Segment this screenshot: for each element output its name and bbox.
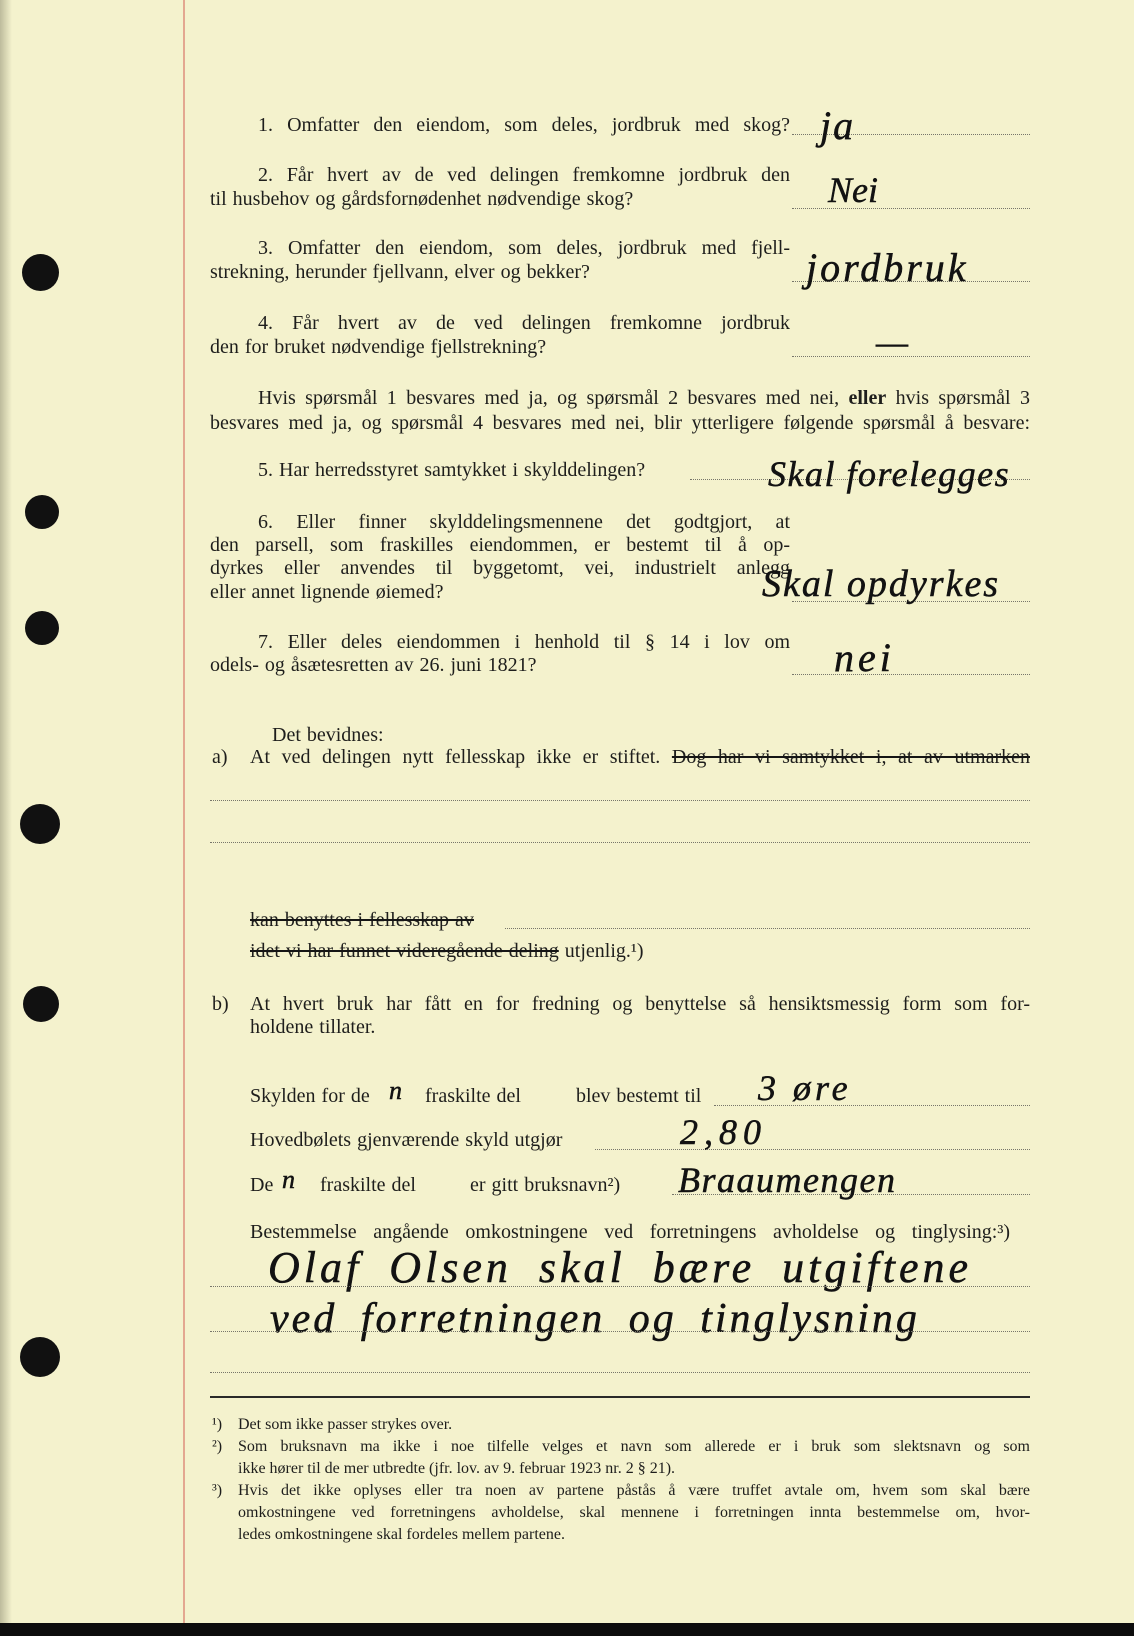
answer-1-handwritten: ja bbox=[820, 103, 856, 148]
item-a-label: a) bbox=[212, 746, 228, 768]
condition-line-2: besvares med ja, og spørsmål 4 besvares med nei, blir ytterligere følgende spørsmål å besvare: bbox=[210, 412, 1030, 434]
main-property-value-handwritten: 2,80 bbox=[680, 1112, 767, 1152]
punch-hole bbox=[25, 495, 59, 529]
share-label-handwritten-letter: n bbox=[389, 1076, 402, 1105]
share-label-mid: fraskilte del bbox=[425, 1085, 521, 1107]
answer-3-handwritten: jordbruk bbox=[806, 245, 969, 290]
scan-edge-shadow bbox=[0, 0, 12, 1623]
punch-hole bbox=[23, 986, 59, 1022]
item-a-text: At ved delingen nytt fellesskap ikke er stiftet. bbox=[250, 746, 661, 768]
answer-2-handwritten: Nei bbox=[828, 170, 878, 210]
question-4-line-1: 4. Får hvert av de ved delingen fremkomne jordbruk bbox=[258, 312, 790, 334]
item-a-line bbox=[250, 745, 1030, 769]
share-label-prefix: Skylden for de bbox=[250, 1085, 370, 1107]
question-7-line-1: 7. Eller deles eiendommen i henhold til § 14 i lov om bbox=[258, 631, 790, 653]
share-value-handwritten: 3 øre bbox=[758, 1068, 852, 1108]
footnote-2-line-2: ikke hører til de mer utbredte (jfr. lov. av 9. februar 1923 nr. 2 § 21). bbox=[238, 1460, 676, 1477]
main-property-label: Hovedbølets gjenværende skyld utgjør bbox=[250, 1129, 563, 1151]
footnote-2-line-1: Som bruksnavn ma ikke i noe tilfelle velges et navn som allerede er i bruk som slektsnavn og som bbox=[238, 1438, 1030, 1455]
footnote-3-line-1: Hvis det ikke oplyses eller tra noen av partene påstås å være truffet avtale om, hvem som skal bære bbox=[238, 1482, 1030, 1499]
footnote-1-mark: ¹) bbox=[212, 1416, 223, 1433]
item-a-closing-line bbox=[250, 939, 644, 963]
footnote-separator-rule bbox=[210, 1396, 1030, 1398]
farm-name-label-prefix: De bbox=[250, 1174, 274, 1196]
costs-dotted-line bbox=[210, 1372, 1030, 1373]
question-6-line-2: den parsell, som fraskilles eiendommen, er bestemt til å op- bbox=[210, 534, 790, 556]
condition-line-1 bbox=[258, 386, 1030, 410]
farm-name-label-suffix: er gitt bruksnavn²) bbox=[470, 1174, 621, 1196]
answer-6-handwritten: Skal opdyrkes bbox=[762, 563, 1001, 605]
blank-dotted-line bbox=[505, 928, 1030, 929]
footnote-2-mark: ²) bbox=[212, 1438, 223, 1455]
question-6-line-3: dyrkes eller anvendes til byggetomt, vei, industrielt anlegg bbox=[210, 557, 790, 579]
item-a-struck-text: Dog har vi samtykket i, at av utmarken bbox=[671, 746, 1030, 768]
costs-dotted-line bbox=[210, 1286, 1030, 1287]
question-6-line-4: eller annet lignende øiemed? bbox=[210, 581, 444, 603]
condition-text: Hvis spørsmål 1 besvares med ja, og spørsmål 2 besvares med nei, bbox=[258, 387, 849, 409]
main-property-dotted-line bbox=[595, 1149, 1030, 1150]
costs-dotted-line bbox=[210, 1331, 1030, 1332]
question-3-line-2: strekning, herunder fjellvann, elver og bekker? bbox=[210, 261, 590, 283]
blank-dotted-line bbox=[210, 800, 1030, 801]
footnote-3-line-2: omkostningene ved forretningens avholdelse, skal mennene i forretningen innta bestemmelse om, hvor- bbox=[238, 1504, 1030, 1521]
question-3-line-1: 3. Omfatter den eiendom, som deles, jordbruk med fjell- bbox=[258, 237, 790, 259]
attestation-heading: Det bevidnes: bbox=[272, 724, 384, 746]
punch-hole bbox=[22, 254, 59, 291]
farm-name-value-handwritten: Braaumengen bbox=[678, 1160, 897, 1200]
costs-value-line-2-handwritten: ved forretningen og tinglysning bbox=[270, 1296, 920, 1342]
answer-4-dotted-line bbox=[792, 356, 1030, 357]
question-4-line-2: den for bruket nødvendige fjellstrekning? bbox=[210, 336, 547, 358]
costs-value-line-1-handwritten: Olaf Olsen skal bære utgiftene bbox=[268, 1243, 973, 1292]
punch-hole bbox=[20, 1337, 60, 1377]
condition-bold-word: eller bbox=[848, 387, 887, 409]
punch-hole bbox=[25, 611, 59, 645]
footnote-3-mark: ³) bbox=[212, 1482, 223, 1499]
scan-bottom-edge bbox=[0, 1623, 1134, 1636]
struck-line-shared-use: kan benyttes i fellesskap av bbox=[250, 909, 474, 931]
answer-7-dotted-line bbox=[792, 674, 1030, 675]
farm-name-handwritten-letter: n bbox=[282, 1165, 295, 1194]
question-5-line-1: 5. Har herredsstyret samtykket i skylddelingen? bbox=[258, 459, 646, 481]
item-b-label: b) bbox=[212, 993, 229, 1015]
question-2-line-1: 2. Får hvert av de ved delingen fremkomne jordbruk den bbox=[258, 164, 790, 186]
question-1-line-1: 1. Omfatter den eiendom, som deles, jordbruk med skog? bbox=[258, 114, 790, 136]
item-a-closing-struck-text: idet vi har funnet videregående deling bbox=[250, 940, 559, 962]
question-6-line-1: 6. Eller finner skylddelingsmennene det godtgjort, at bbox=[258, 511, 790, 533]
costs-label: Bestemmelse angående omkostningene ved forretningens avholdelse og tinglysing:³) bbox=[250, 1221, 1010, 1243]
item-a-closing-text: utjenlig.¹) bbox=[564, 940, 644, 962]
item-b-line-2: holdene tillater. bbox=[250, 1016, 376, 1038]
footnote-1-line-1: Det som ikke passer strykes over. bbox=[238, 1416, 453, 1433]
punch-hole bbox=[20, 804, 60, 844]
question-2-line-2: til husbehov og gårdsfornødenhet nødvendige skog? bbox=[210, 188, 634, 210]
question-7-line-2: odels- og åsætesretten av 26. juni 1821? bbox=[210, 654, 537, 676]
answer-7-handwritten: nei bbox=[834, 635, 895, 680]
red-margin-line bbox=[183, 0, 185, 1623]
condition-text: hvis spørsmål 3 bbox=[886, 387, 1030, 409]
item-b-line-1: At hvert bruk har fått en for fredning og benyttelse så hensiktsmessig form som for- bbox=[250, 993, 1030, 1015]
answer-4-handwritten: — bbox=[876, 322, 909, 362]
answer-5-handwritten: Skal forelegges bbox=[768, 454, 1011, 494]
footnote-3-line-3: ledes omkostningene skal fordeles mellem partene. bbox=[238, 1526, 566, 1543]
farm-name-label-mid: fraskilte del bbox=[320, 1174, 416, 1196]
blank-dotted-line bbox=[210, 842, 1030, 843]
share-label-suffix: blev bestemt til bbox=[576, 1085, 702, 1107]
